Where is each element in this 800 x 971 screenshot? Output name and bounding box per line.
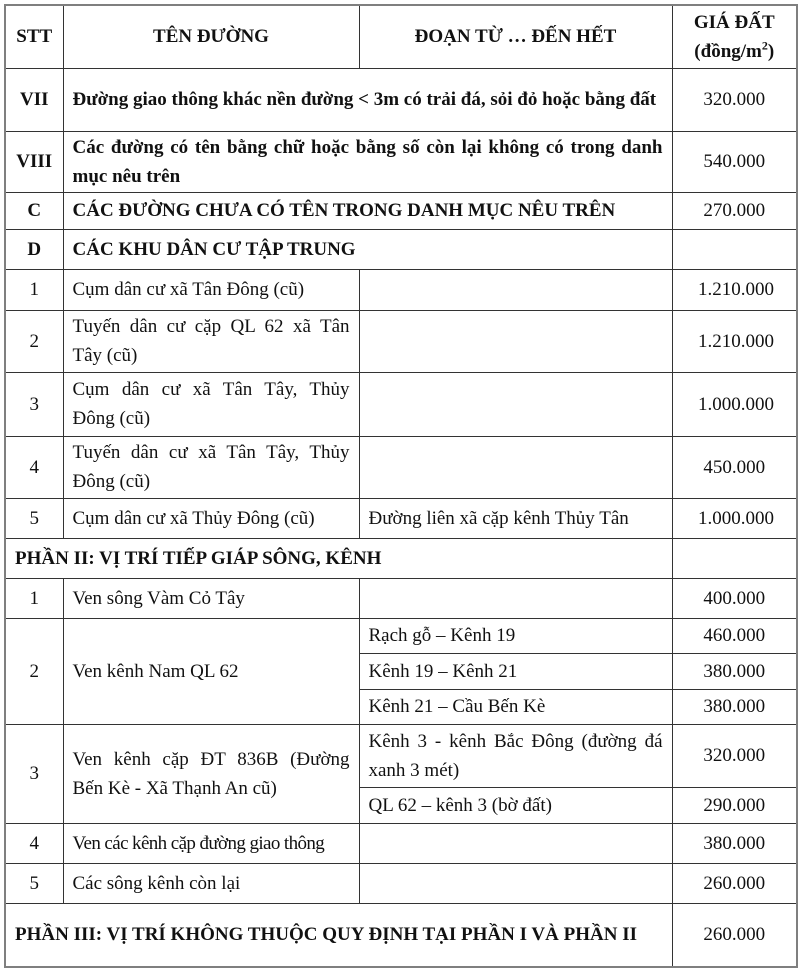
row-price [672, 229, 797, 269]
row-stt: 4 [5, 436, 63, 498]
row-name: CÁC KHU DÂN CƯ TẬP TRUNG [63, 229, 672, 269]
unit-superscript: 2 [761, 38, 768, 53]
row-segment [359, 436, 672, 498]
table-row [5, 724, 797, 787]
row-name: Tuyến dân cư cặp QL 62 xã Tân Tây (cũ) [63, 310, 359, 372]
table-row [5, 498, 797, 538]
row-name: Các đường có tên bằng chữ hoặc bằng số còn lại không có trong danh mục nêu trên [63, 131, 672, 192]
row-price: 290.000 [672, 787, 797, 823]
row-name: Đường giao thông khác nền đường < 3m có trải đá, sỏi đỏ hoặc bằng đất [63, 68, 672, 131]
row-segment: Kênh 3 - kênh Bắc Đông (đường đá xanh 3 mét) [359, 724, 672, 787]
row-stt: VII [5, 68, 63, 131]
section-row [5, 229, 797, 269]
row-segment [359, 863, 672, 903]
table-row [5, 68, 797, 131]
row-price: 270.000 [672, 192, 797, 229]
table-row [5, 618, 797, 653]
table-row [5, 192, 797, 229]
row-price: 380.000 [672, 689, 797, 724]
header-street-name: TÊN ĐƯỜNG [63, 5, 359, 68]
row-segment [359, 269, 672, 310]
header-price-line1: GIÁ ĐẤT [693, 11, 775, 33]
unit-prefix: (đồng/m [694, 40, 762, 62]
row-name: Ven các kênh cặp đường giao thông [63, 823, 359, 863]
row-segment [359, 578, 672, 618]
row-price [672, 538, 797, 578]
row-segment [359, 823, 672, 863]
row-stt: 4 [5, 823, 63, 863]
row-name: Các sông kênh còn lại [63, 863, 359, 903]
row-price: 380.000 [672, 653, 797, 689]
row-price: 540.000 [672, 131, 797, 192]
row-stt: 2 [5, 310, 63, 372]
row-name: Ven sông Vàm Cỏ Tây [63, 578, 359, 618]
row-stt: D [5, 229, 63, 269]
row-price: 1.000.000 [672, 498, 797, 538]
row-stt: 5 [5, 863, 63, 903]
row-name: Ven kênh Nam QL 62 [63, 618, 359, 724]
row-stt: C [5, 192, 63, 229]
table-row [5, 863, 797, 903]
row-stt: 3 [5, 724, 63, 823]
row-name: Tuyến dân cư xã Tân Tây, Thủy Đông (cũ) [63, 436, 359, 498]
row-segment: QL 62 – kênh 3 (bờ đất) [359, 787, 672, 823]
row-price: 320.000 [672, 724, 797, 787]
row-name: Cụm dân cư xã Tân Đông (cũ) [63, 269, 359, 310]
row-name: Ven kênh cặp ĐT 836B (Đường Bến Kè - Xã Thạnh An cũ) [63, 724, 359, 823]
table-row [5, 372, 797, 436]
row-price: 400.000 [672, 578, 797, 618]
row-price: 450.000 [672, 436, 797, 498]
table-row [5, 310, 797, 372]
land-price-table [4, 4, 798, 968]
table-row [5, 578, 797, 618]
table-row [5, 131, 797, 192]
row-stt: 1 [5, 269, 63, 310]
row-price: 1.210.000 [672, 310, 797, 372]
row-segment [359, 372, 672, 436]
unit-suffix: ) [767, 40, 775, 62]
table-row [5, 269, 797, 310]
header-price-unit [694, 38, 775, 62]
row-segment [359, 310, 672, 372]
row-stt: 3 [5, 372, 63, 436]
header-price [672, 5, 797, 68]
row-stt: VIII [5, 131, 63, 192]
section-row-part3 [5, 903, 797, 967]
header-stt: STT [5, 5, 63, 68]
row-name: Cụm dân cư xã Thủy Đông (cũ) [63, 498, 359, 538]
table-header-row [5, 5, 797, 68]
row-stt: 2 [5, 618, 63, 724]
row-segment: Kênh 19 – Kênh 21 [359, 653, 672, 689]
header-segment: ĐOẠN TỪ … ĐẾN HẾT [359, 5, 672, 68]
row-price: 1.000.000 [672, 372, 797, 436]
row-price: 1.210.000 [672, 269, 797, 310]
row-name: Cụm dân cư xã Tân Tây, Thủy Đông (cũ) [63, 372, 359, 436]
row-price: 460.000 [672, 618, 797, 653]
row-segment: Rạch gỗ – Kênh 19 [359, 618, 672, 653]
row-stt: 1 [5, 578, 63, 618]
table-row [5, 436, 797, 498]
row-segment: Đường liên xã cặp kênh Thủy Tân [359, 498, 672, 538]
section-row-part2 [5, 538, 797, 578]
row-name: CÁC ĐƯỜNG CHƯA CÓ TÊN TRONG DANH MỤC NÊU TRÊN [63, 192, 672, 229]
row-price: 320.000 [672, 68, 797, 131]
row-segment: Kênh 21 – Cầu Bến Kè [359, 689, 672, 724]
row-price: 260.000 [672, 863, 797, 903]
row-price: 260.000 [672, 903, 797, 967]
row-stt: 5 [5, 498, 63, 538]
row-price: 380.000 [672, 823, 797, 863]
section-title: PHẦN II: VỊ TRÍ TIẾP GIÁP SÔNG, KÊNH [5, 538, 672, 578]
table-row [5, 823, 797, 863]
section-title: PHẦN III: VỊ TRÍ KHÔNG THUỘC QUY ĐỊNH TẠI PHẦN I VÀ PHẦN II [5, 903, 672, 967]
